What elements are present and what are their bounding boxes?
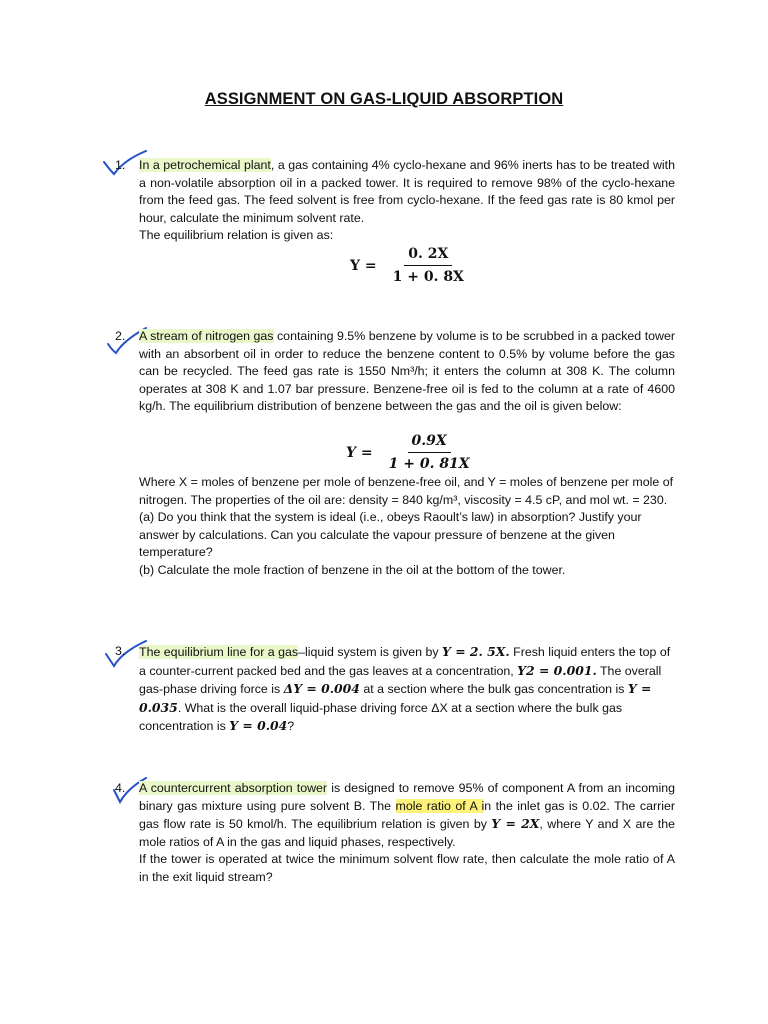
- equation-lhs: Y =: [350, 257, 377, 274]
- question-number: 4.: [115, 781, 126, 795]
- question-text: , a gas containing 4% cyclo-hexane and 96% inerts has to be treated with a non-volatile absorption oil in a packed tower. It is required to remove 98% of the cyclo-hexane from the feed gas. The feed solvent is free from cyclo-hexane. If the feed gas rate is 80 kmol per hour, calculate the minimum solvent rate.: [139, 158, 675, 225]
- question-text: The overall gas-phase driving force is: [139, 663, 662, 697]
- equation-lhs: Y =: [346, 444, 373, 461]
- highlighted-text: mole ratio of A i: [395, 798, 485, 813]
- question-number: 2.: [115, 329, 126, 343]
- question-text-line: If the tower is operated at twice the minimum solvent flow rate, then calculate the mole ratio of A in the exit liquid stream?: [139, 852, 675, 884]
- question-text: Fresh liquid enters the top of a counter-current packed bed and the gas leaves at a concentration,: [139, 645, 671, 678]
- question-text: –liquid system is given by: [298, 645, 443, 659]
- question-4: [115, 780, 676, 887]
- question-text: n the inlet gas is 0.02. The carrier gas flow rate is 50 kmol/h. The equilibrium relation is given by: [139, 798, 676, 832]
- question-text: ?: [287, 719, 295, 734]
- question-text: containing 9.5% benzene by volume is to be scrubbed in a packed tower with an absorbent oil in order to reduce the benzene content to 0.5% by volume before the gas can be recycled. The feed gas rate is 1550 Nm³/h; it enters the column at 308 K. The column operates at 308 K and 1.07 bar pressure. Benzene-free oil is fed to the column at a rate of 4600 kg/h. The equilibrium distribution of benzene between the gas and the oil is given below:: [139, 329, 675, 414]
- equation-numerator: 0.9X: [408, 433, 451, 453]
- inline-equation: Y = 0.04: [229, 718, 288, 734]
- highlighted-text: The equilibrium line for a gas: [139, 645, 299, 659]
- question-number: 1.: [115, 158, 126, 172]
- question-text: is designed to remove 95% of component A from an incoming binary gas mixture using pure solvent B. The: [139, 781, 675, 813]
- question-text: Where X = moles of benzene per mole of benzene-free oil, and Y = moles of benzene per mole of nitrogen. The properties of the oil are: density = 840 kg/m³, viscosity = 4.5 cP, and mol wt. = 230.: [139, 475, 674, 507]
- question-text: at a section where the bulk gas concentration is: [359, 682, 628, 697]
- page-title: ASSIGNMENT ON GAS-LIQUID ABSORPTION: [204, 90, 564, 108]
- question-2: [115, 328, 675, 416]
- equation-1: [350, 246, 468, 285]
- equation-denominator: 1 + 0. 8X: [392, 269, 464, 285]
- equation-2: [346, 433, 474, 472]
- inline-equation: Y = 2X: [491, 816, 540, 832]
- inline-equation: Y = 2. 5X.: [442, 644, 510, 659]
- question-3: [115, 643, 675, 736]
- question-2-continued: [139, 474, 675, 580]
- question-part-b: (b) Calculate the mole fraction of benzene in the oil at the bottom of the tower.: [139, 562, 566, 577]
- question-text-line: The equilibrium relation is given as:: [139, 228, 334, 243]
- inline-equation: Y = 0.035: [139, 681, 652, 715]
- question-text: . What is the overall liquid-phase driving force ΔX at a section where the bulk gas concentration is: [139, 700, 623, 734]
- highlighted-text: In a petrochemical plant: [139, 158, 271, 172]
- highlighted-text: A countercurrent absorption tower: [139, 781, 328, 795]
- highlighted-text: A stream of nitrogen gas: [139, 329, 274, 343]
- question-1: [115, 157, 675, 245]
- question-text: , where Y and X are the mole ratios of A in the gas and liquid phases, respectively.: [139, 817, 675, 849]
- equation-denominator: 1 + 0. 81X: [388, 456, 470, 472]
- inline-equation: Y2 = 0.001.: [517, 662, 597, 678]
- inline-equation: ΔY = 0.004: [283, 681, 360, 697]
- question-number: 3.: [115, 644, 126, 658]
- question-part-a: (a) Do you think that the system is ideal (i.e., obeys Raoult’s law) in absorption? Justify your answer by calculations. Can you calculate the vapour pressure of benzene at the given temperature?: [139, 510, 642, 560]
- equation-numerator: 0. 2X: [404, 246, 452, 266]
